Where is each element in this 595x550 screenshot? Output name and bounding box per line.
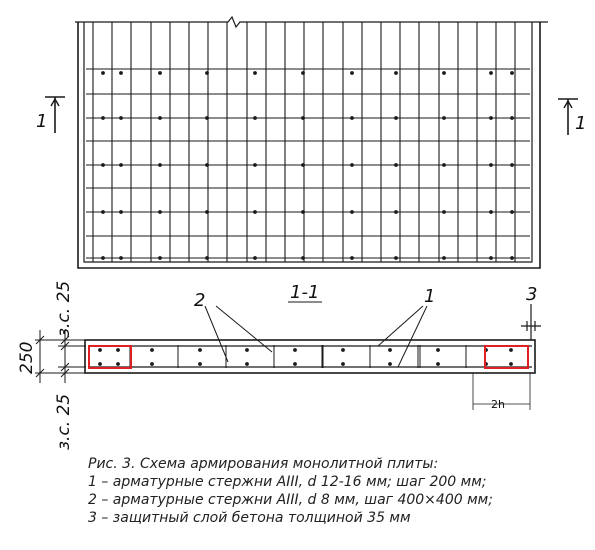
section-dot-bottom <box>98 362 102 366</box>
figure-caption <box>88 455 588 527</box>
plan-dot <box>101 163 105 167</box>
plan-dot <box>301 71 305 75</box>
plan-dot <box>158 256 162 260</box>
section-dot-top <box>245 348 249 352</box>
section-dot-top <box>150 348 154 352</box>
section-dot-bottom <box>341 362 345 366</box>
plan-dot <box>205 163 209 167</box>
section-dot-top <box>293 348 297 352</box>
plan-dot <box>205 256 209 260</box>
section-view <box>85 340 535 373</box>
dimension-2h-label: 2h <box>491 398 505 411</box>
section-bar-dots <box>98 348 513 366</box>
plan-dot <box>394 163 398 167</box>
plan-dot <box>442 163 446 167</box>
dimension-cover-top: з.с. 25 <box>54 280 74 337</box>
section-marker-right-label: 1 <box>575 113 587 134</box>
section-dot-top <box>116 348 120 352</box>
plan-dot <box>101 210 105 214</box>
caption-line-item-1: 1 – арматурные стержни AIII, d 12-16 мм; шаг 200 мм; <box>88 474 487 490</box>
plan-dot <box>205 116 209 120</box>
plan-dot <box>394 256 398 260</box>
plan-dot <box>301 163 305 167</box>
plan-dot <box>158 210 162 214</box>
leader-2 <box>205 306 272 362</box>
plan-dot <box>301 210 305 214</box>
plan-dot <box>119 163 123 167</box>
plan-dot <box>489 116 493 120</box>
label-item-1: 1 <box>424 286 436 307</box>
section-dot-top <box>198 348 202 352</box>
slab-section-outline <box>85 340 535 373</box>
label-item-2: 2 <box>194 290 206 311</box>
section-dot-top <box>436 348 440 352</box>
section-dot-top <box>509 348 513 352</box>
plan-dot <box>442 116 446 120</box>
section-dot-bottom <box>293 362 297 366</box>
plan-dot <box>442 71 446 75</box>
section-marker-right <box>558 99 586 135</box>
plan-dot <box>489 210 493 214</box>
plan-dot <box>510 116 514 120</box>
caption-line-item-3: 3 – защитный слой бетона толщиной 35 мм <box>88 510 411 526</box>
plan-dot <box>119 116 123 120</box>
section-dot-bottom <box>245 362 249 366</box>
section-dot-bottom <box>436 362 440 366</box>
section-dot-top <box>341 348 345 352</box>
section-dot-top <box>388 348 392 352</box>
plan-dot <box>510 163 514 167</box>
plan-dot <box>205 71 209 75</box>
plan-dot <box>350 163 354 167</box>
section-dot-bottom <box>150 362 154 366</box>
section-dot-bottom <box>388 362 392 366</box>
plan-dot <box>119 210 123 214</box>
section-ties <box>130 345 466 368</box>
plan-dot <box>489 163 493 167</box>
section-dot-bottom <box>116 362 120 366</box>
caption-line-item-2: 2 – арматурные стержни AIII, d 8 мм, шаг 400×400 мм; <box>88 492 493 508</box>
plan-dot <box>253 116 257 120</box>
plan-dot <box>442 210 446 214</box>
plan-dot <box>350 71 354 75</box>
plan-dot <box>101 71 105 75</box>
plan-dot <box>205 210 209 214</box>
plan-dot <box>350 210 354 214</box>
plan-dot <box>510 210 514 214</box>
plan-dot <box>510 71 514 75</box>
section-dot-bottom <box>198 362 202 366</box>
plan-dot <box>253 163 257 167</box>
plan-dot <box>253 210 257 214</box>
plan-dot <box>158 71 162 75</box>
section-marker-left-label: 1 <box>36 111 48 132</box>
plan-dot <box>350 256 354 260</box>
section-title: 1-1 <box>290 282 320 303</box>
plan-dot <box>119 256 123 260</box>
plan-dot <box>489 256 493 260</box>
plan-dot <box>101 116 105 120</box>
plan-dot <box>489 71 493 75</box>
plan-dot <box>442 256 446 260</box>
plan-dot <box>158 116 162 120</box>
slab-outline <box>78 22 540 268</box>
plan-dot <box>253 256 257 260</box>
plan-vertical-bars <box>93 22 515 262</box>
label-item-3: 3 <box>526 284 538 305</box>
plan-dot <box>301 116 305 120</box>
plan-view <box>75 17 548 268</box>
dimension-cover-bottom: з.с. 25 <box>54 393 74 450</box>
plan-dot <box>119 71 123 75</box>
plan-dot <box>253 71 257 75</box>
plan-dot <box>350 116 354 120</box>
dimension-thickness: 250 <box>17 341 37 374</box>
highlight-box-right <box>485 346 528 368</box>
plan-dot <box>301 256 305 260</box>
section-dot-bottom <box>509 362 513 366</box>
plan-dot <box>510 256 514 260</box>
section-dot-top <box>98 348 102 352</box>
plan-dot <box>158 163 162 167</box>
plan-horizontal-bars <box>86 69 530 258</box>
plan-dot <box>394 210 398 214</box>
plan-dot <box>394 71 398 75</box>
caption-line-title: Рис. 3. Схема армирования монолитной плиты: <box>88 456 439 472</box>
plan-dot <box>101 256 105 260</box>
highlight-box-left <box>89 346 131 368</box>
cover-marker-3 <box>521 304 541 340</box>
plan-dot <box>394 116 398 120</box>
section-marker-left <box>36 97 65 133</box>
